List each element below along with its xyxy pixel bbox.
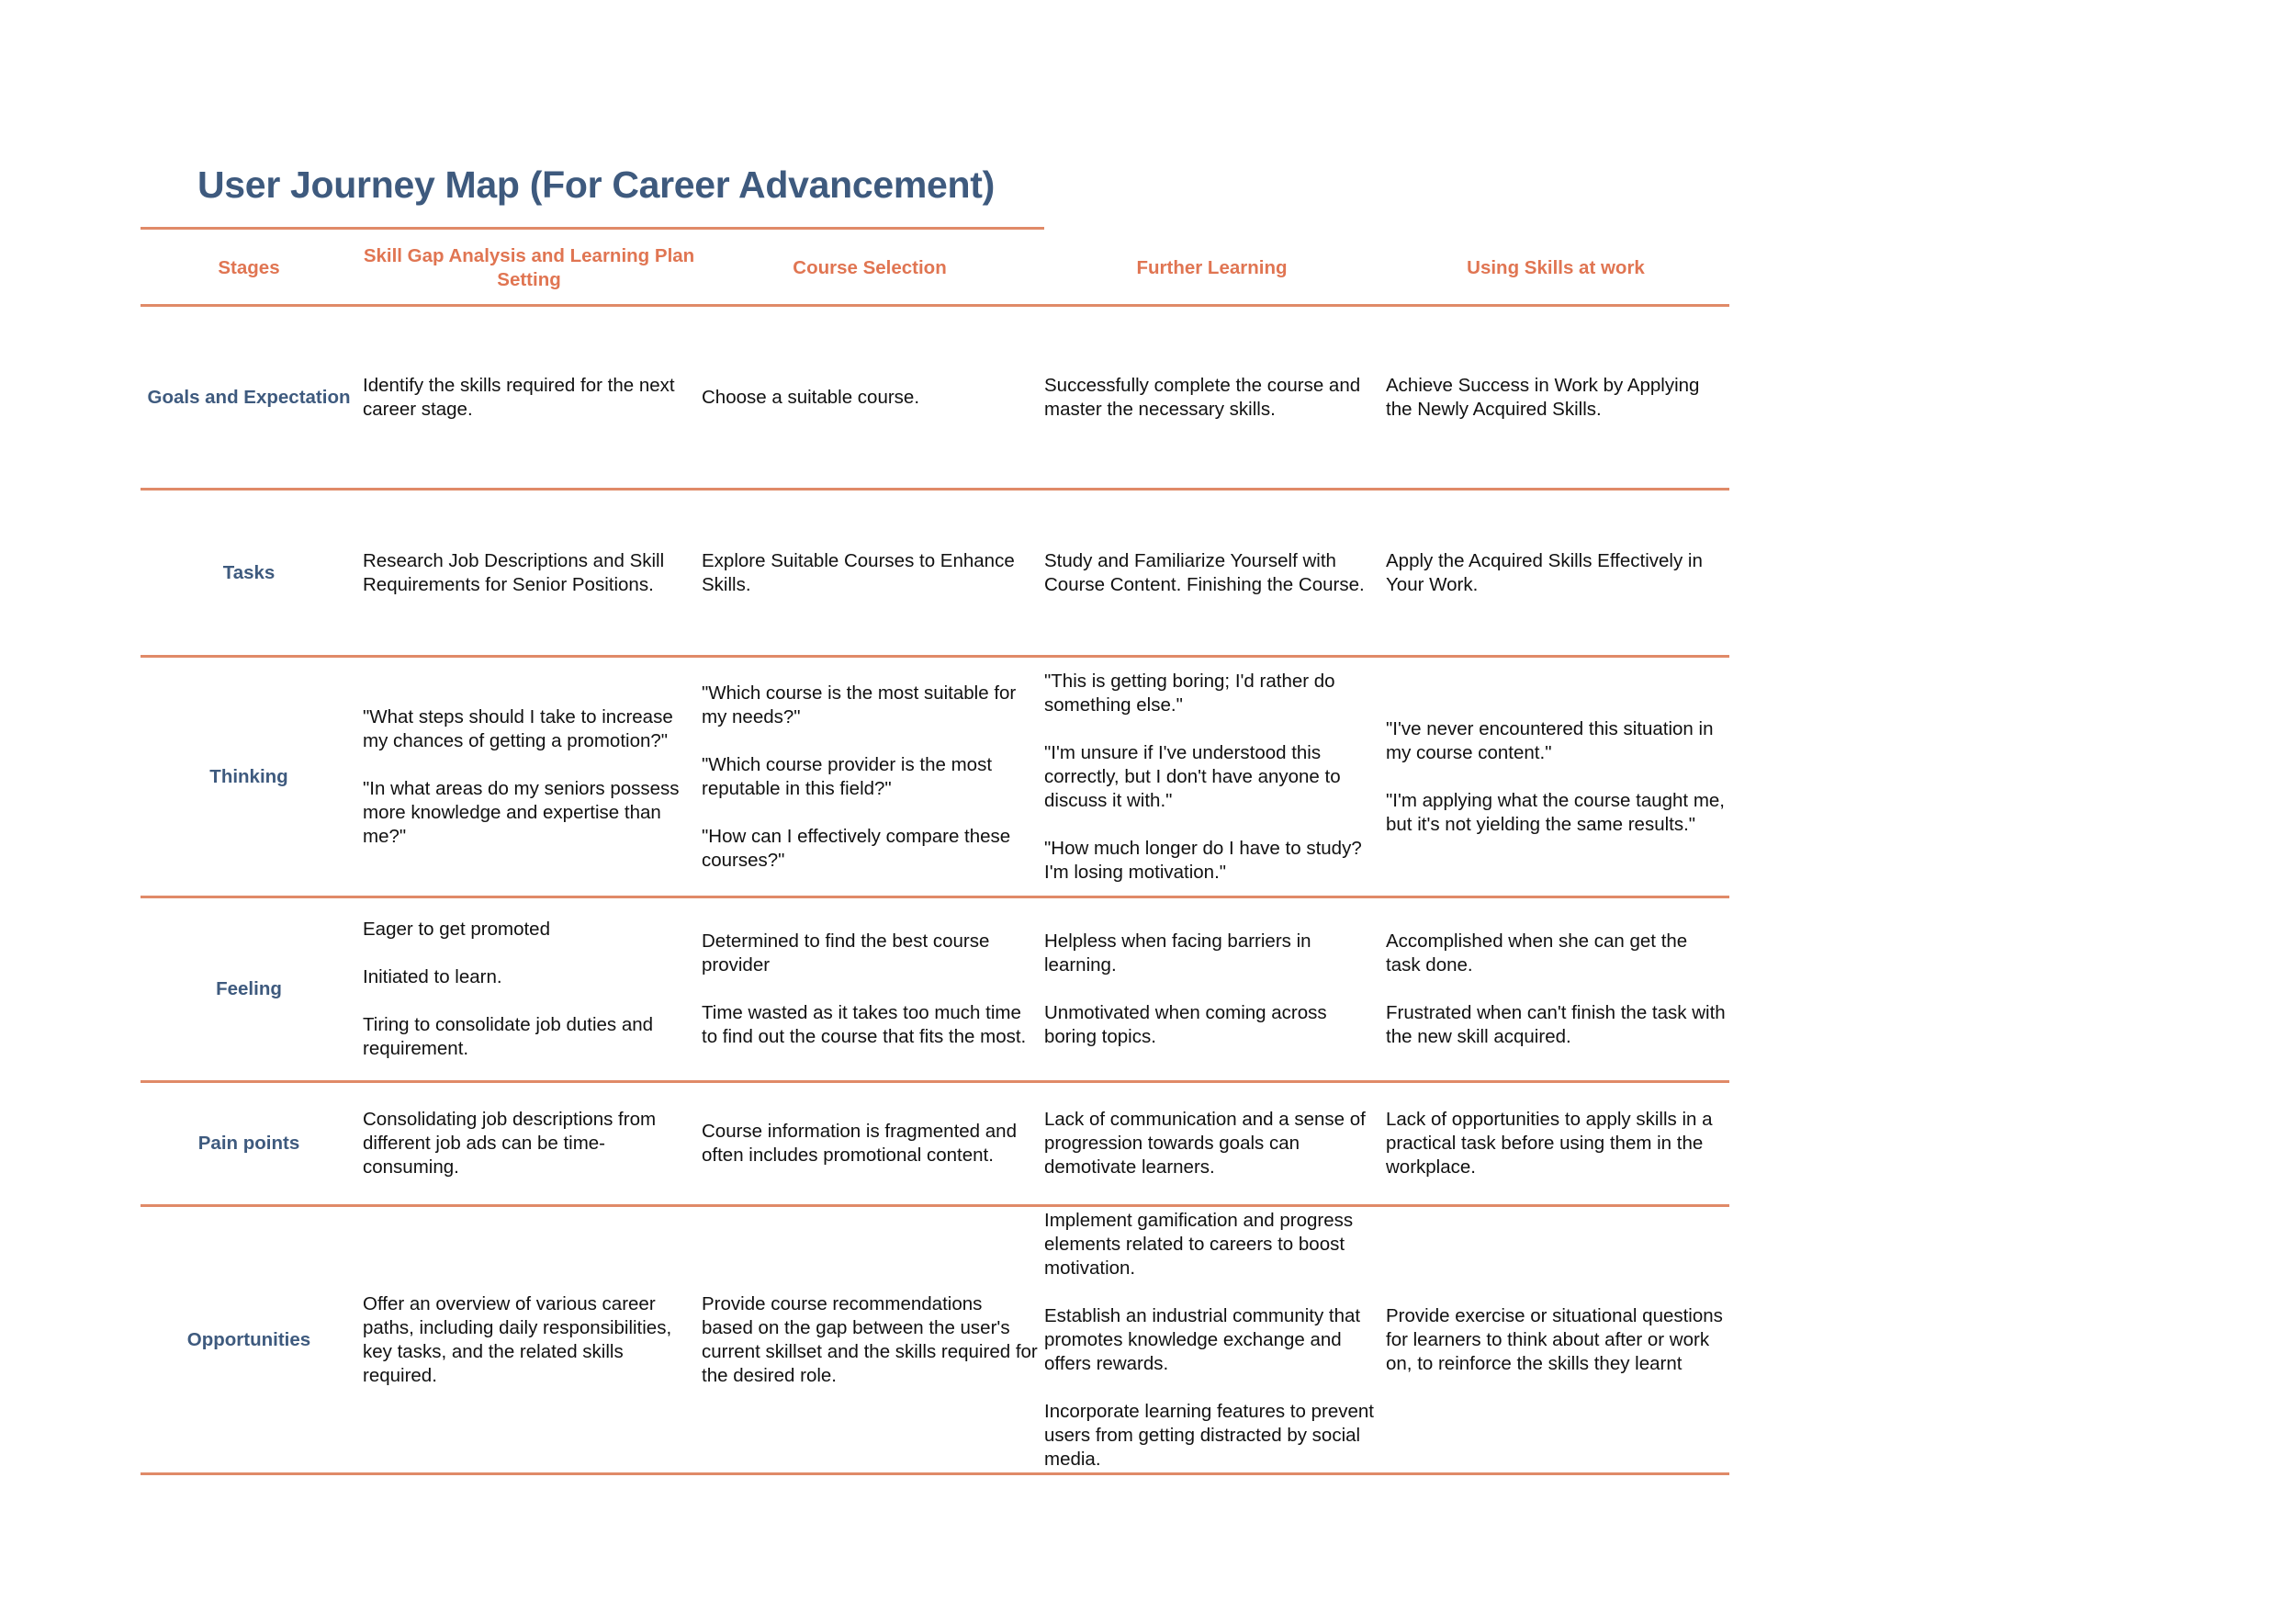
cell-using-skills: [1383, 1083, 1729, 1204]
cell-text: Frustrated when can't finish the task with the new skill acquired.: [1386, 1002, 1726, 1047]
cell-text: "Which course is the most suitable for my needs?": [702, 682, 1017, 727]
cell-text: Study and Familiarize Yourself with Course Content. Finishing the Course.: [1044, 549, 1365, 595]
cell-text: "How can I effectively compare these courses?": [702, 825, 1011, 871]
header-further-learning: Further Learning: [1136, 257, 1288, 278]
cell-text: Implement gamification and progress elements related to careers to boost motivation.: [1044, 1209, 1354, 1279]
table-header-row: [141, 232, 1729, 307]
page-title: User Journey Map (For Career Advancement): [197, 164, 995, 206]
cell-course-selection: [699, 1207, 1041, 1472]
cell-text: Course information is fragmented and often includes promotional content.: [702, 1121, 1017, 1166]
cell-skill-gap: [357, 307, 699, 488]
cell-text: Lack of communication and a sense of progression towards goals can demotivate learners.: [1044, 1109, 1366, 1178]
cell-text: Achieve Success in Work by Applying the Newly Acquired Skills.: [1386, 374, 1700, 420]
cell-text: "I've never encountered this situation in my course content.": [1386, 717, 1714, 763]
cell-further-learning: [1041, 658, 1383, 896]
cell-further-learning: [1041, 898, 1383, 1080]
cell-further-learning: [1041, 491, 1383, 655]
cell-course-selection: [699, 307, 1041, 488]
cell-using-skills: [1383, 307, 1729, 488]
cell-text: Explore Suitable Courses to Enhance Skills.: [702, 549, 1015, 595]
cell-text: Successfully complete the course and master the necessary skills.: [1044, 374, 1361, 420]
table-row: [141, 898, 1729, 1083]
header-course-selection: Course Selection: [793, 257, 947, 278]
cell-skill-gap: [357, 1207, 699, 1472]
cell-text: Offer an overview of various career paths, including daily responsibilities, key tasks, and the related skills required.: [363, 1292, 672, 1386]
cell-text: Consolidating job descriptions from different job ads can be time-consuming.: [363, 1109, 657, 1178]
cell-text: "Which course provider is the most reputable in this field?": [702, 753, 993, 799]
header-using-skills: Using Skills at work: [1467, 257, 1645, 278]
cell-text: Determined to find the best course provider: [702, 930, 990, 976]
cell-skill-gap: [357, 898, 699, 1080]
cell-using-skills: [1383, 1207, 1729, 1472]
cell-using-skills: [1383, 658, 1729, 896]
row-label: Thinking: [209, 765, 288, 787]
cell-text: Helpless when facing barriers in learning.: [1044, 930, 1311, 976]
table-body: [141, 307, 1729, 1475]
row-label: Goals and Expectation: [147, 386, 351, 408]
table-row: [141, 1083, 1729, 1207]
row-label: Tasks: [222, 561, 276, 583]
cell-text: Accomplished when she can get the task done.: [1386, 930, 1688, 976]
cell-skill-gap: [357, 1083, 699, 1204]
cell-text: Time wasted as it takes too much time to find out the course that fits the most.: [702, 1002, 1027, 1047]
cell-text: Identify the skills required for the next career stage.: [363, 374, 675, 420]
cell-text: Initiated to learn.: [363, 966, 502, 987]
cell-text: Establish an industrial community that promotes knowledge exchange and offers rewards.: [1044, 1304, 1361, 1374]
table-row: [141, 307, 1729, 491]
table-row: [141, 658, 1729, 898]
row-label: Pain points: [197, 1133, 300, 1154]
cell-text: "What steps should I take to increase my chances of getting a promotion?": [363, 705, 673, 751]
cell-text: "I'm applying what the course taught me, but it's not yielding the same results.": [1386, 789, 1725, 835]
cell-using-skills: [1383, 491, 1729, 655]
cell-text: "How much longer do I have to study? I'm losing motivation.": [1044, 837, 1362, 883]
table-row: [141, 491, 1729, 658]
cell-text: Tiring to consolidate job duties and requirement.: [363, 1014, 654, 1059]
cell-course-selection: [699, 898, 1041, 1080]
cell-text: Provide exercise or situational questions for learners to think about after or work on, to reinforce the skills they learnt: [1386, 1304, 1723, 1374]
cell-skill-gap: [357, 491, 699, 655]
row-label: Feeling: [216, 978, 282, 999]
header-skill-gap: Skill Gap Analysis and Learning Plan Setting: [363, 245, 695, 290]
row-label: Opportunities: [186, 1328, 311, 1350]
cell-text: Research Job Descriptions and Skill Requirements for Senior Positions.: [363, 549, 665, 595]
cell-further-learning: [1041, 1207, 1383, 1472]
cell-text: "I'm unsure if I've understood this correctly, but I don't have anyone to discuss it with.": [1044, 741, 1341, 811]
cell-using-skills: [1383, 898, 1729, 1080]
cell-course-selection: [699, 1083, 1041, 1204]
table-row: [141, 1207, 1729, 1475]
cell-text: "In what areas do my seniors possess more knowledge and expertise than me?": [363, 777, 680, 847]
cell-further-learning: [1041, 307, 1383, 488]
cell-text: Incorporate learning features to prevent users from getting distracted by social media.: [1044, 1400, 1374, 1470]
cell-text: "This is getting boring; I'd rather do something else.": [1044, 670, 1335, 716]
cell-further-learning: [1041, 1083, 1383, 1204]
cell-text: Eager to get promoted: [363, 919, 550, 940]
cell-text: Unmotivated when coming across boring topics.: [1044, 1002, 1327, 1047]
journey-map-table: [141, 232, 1729, 1475]
cell-text: Lack of opportunities to apply skills in a practical task before using them in the workplace.: [1386, 1109, 1713, 1178]
cell-text: Choose a suitable course.: [702, 386, 920, 408]
cell-text: Provide course recommendations based on the gap between the user's current skillset and the skills required for the desired role.: [702, 1292, 1038, 1386]
cell-skill-gap: [357, 658, 699, 896]
cell-course-selection: [699, 491, 1041, 655]
cell-course-selection: [699, 658, 1041, 896]
title-underline: [141, 227, 1044, 230]
cell-text: Apply the Acquired Skills Effectively in Your Work.: [1386, 549, 1703, 595]
header-stages: Stages: [218, 257, 280, 278]
